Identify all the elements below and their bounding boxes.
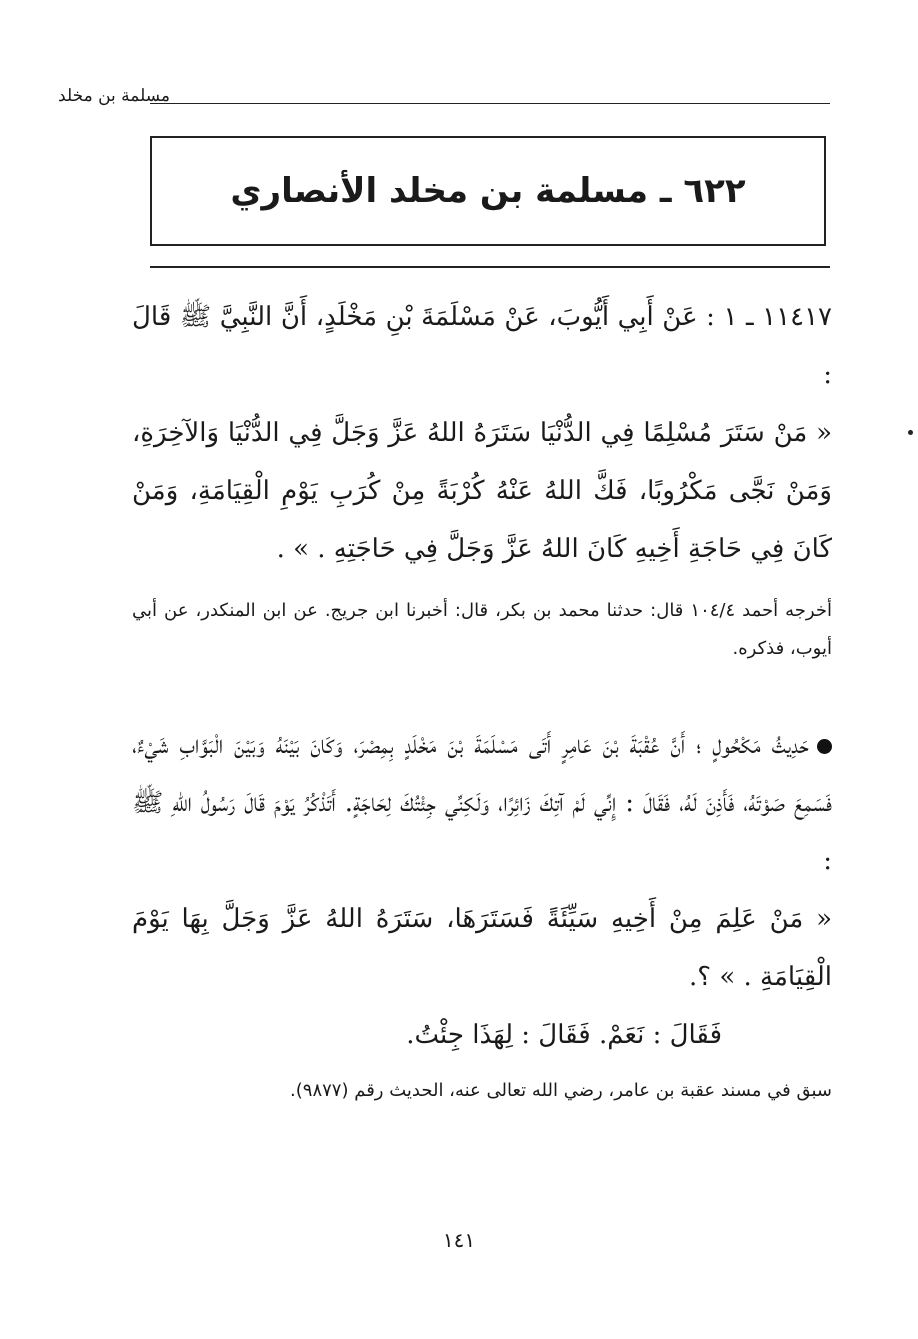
hadith-1-text: « مَنْ سَتَرَ مُسْلِمًا فِي الدُّنْيَا سَتَرَهُ اللهُ عَزَّ وَجَلَّ فِي الدُّنْيَا وَالآخِرَةِ، وَمَنْ نَجَّى مَكْرُوبًا، فَكَّ اللهُ عَنْهُ كُرْبَةً مِنْ كُرَبِ يَوْمِ الْقِيَامَةِ، وَمَنْ كَانَ فِي حَاجَةِ أَخِيهِ كَانَ اللهُ عَزَّ وَجَلَّ فِي حَاجَتِهِ . » . xyxy=(132,418,832,564)
chapter-title-box xyxy=(150,136,826,246)
spacer xyxy=(132,578,832,592)
margin-mark xyxy=(908,430,913,435)
running-header xyxy=(58,86,830,112)
running-title: مسلمة بن مخلد xyxy=(58,86,170,106)
hadith-1-takhrij-note: أخرجه أحمد ١٠٤/٤ قال: حدثنا محمد بن بكر، قال: أخبرنا ابن جريج. عن ابن المنكدر، عن أبي أيوب، فذكره. xyxy=(132,600,832,659)
hadith-2-text: « مَنْ عَلِمَ مِنْ أَخِيهِ سَيِّئَةً فَسَتَرَهَا، سَتَرَهُ اللهُ عَزَّ وَجَلَّ بِهَا يَوْمَ الْقِيَامَةِ . » ؟. xyxy=(132,904,832,992)
bullet-icon xyxy=(817,739,832,754)
page-body xyxy=(132,288,832,1110)
page-number: ١٤١ xyxy=(442,1228,476,1252)
header-rule xyxy=(150,103,830,104)
hadith-2-reference-note: سبق في مسند عقبة بن عامر، رضي الله تعالى عنه، الحديث رقم (٩٨٧٧). xyxy=(290,1080,832,1101)
chapter-title: ٦٢٢ ـ مسلمة بن مخلد الأنصاري xyxy=(230,171,746,211)
hadith-2-reply: فَقَالَ : نَعَمْ. فَقَالَ : لِهَذَا جِئْتُ. xyxy=(406,1020,722,1050)
spacer xyxy=(132,1064,832,1072)
hadith-2-intro-text: حَدِيثُ مَكْحُولٍ ؛ أَنَّ عُقْبَةَ بْنَ عَامِرٍ أَتَى مَسْلَمَةَ بْنَ مَخْلَدٍ بِمِصْرَ، وَكَانَ بَيْنَهُ وَبَيْنَ الْبَوَّابِ شَيْءٌ، فَسَمِعَ صَوْتَهُ، فَأَذِنَ لَهُ، فَقَالَ : إِنِّي لَمْ آتِكَ زَائِرًا، وَلَكِنِّي جِئْتُكَ لِحَاجَةٍ. أَتَذْكُرُ يَوْمَ قَالَ رَسُولُ اللهِ ﷺ : xyxy=(132,730,832,876)
hadith-1-intro: ١١٤١٧ ـ ١ : عَنْ أَبِي أَيُّوبَ، عَنْ مَسْلَمَةَ بْنِ مَخْلَدٍ، أَنَّ النَّبِيَّ ﷺ قَالَ : xyxy=(132,302,832,390)
hadith-2-intro xyxy=(132,716,832,890)
spacer xyxy=(132,668,832,716)
title-rule xyxy=(150,266,830,268)
